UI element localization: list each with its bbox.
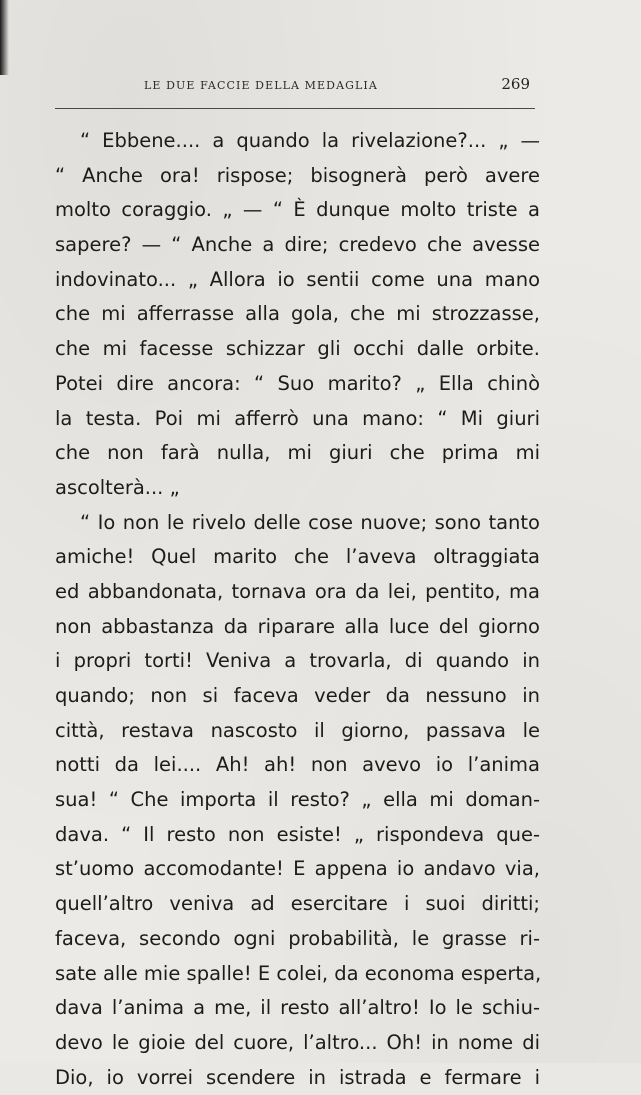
text-line: notti da lei.... Ah! ah! non avevo io l’anima [55, 753, 540, 777]
text-line: molto coraggio. „ — “ È dunque molto triste a [55, 198, 540, 222]
running-head [55, 72, 536, 96]
text-line: sua! “ Che importa il resto? „ ella mi doman- [55, 788, 540, 812]
text-line: sapere? — “ Anche a dire; credevo che avesse [55, 233, 540, 257]
text-line: faceva, secondo ogni probabilità, le grasse ri- [55, 926, 540, 950]
text-line: sate alle mie spalle! E colei, da economa esperta, [55, 961, 542, 985]
header-rule [55, 108, 535, 109]
running-title: LE DUE FACCIE DELLA MEDAGLIA [144, 79, 378, 92]
text-line: città, restava nascosto il giorno, passava le [55, 718, 540, 742]
text-line: che non farà nulla, mi giuri che prima mi [55, 441, 540, 465]
text-line: che mi afferrasse alla gola, che mi strozzasse, [55, 302, 540, 326]
text-line: ed abbandonata, tornava ora da lei, pentito, ma [55, 579, 540, 603]
text-line: Potei dire ancora: “ Suo marito? „ Ella chinò [55, 371, 540, 395]
text-line: “ Ebbene.... a quando la rivelazione?... „ — [80, 129, 540, 152]
text-line: dava. “ Il resto non esiste! „ rispondeva que- [55, 822, 540, 846]
text-line: st’uomo accomodante! E appena io andavo via, [55, 857, 540, 881]
text-line: ascolterà... „ [55, 475, 180, 499]
text-line: “ Io non le rivelo delle cose nuove; sono tanto [80, 510, 540, 534]
text-line: quell’altro veniva ad esercitare i suoi diritti; [55, 892, 540, 916]
text-line: i propri torti! Veniva a trovarla, di quando in [55, 649, 540, 673]
text-line: la testa. Poi mi afferrò una mano: “ Mi giuri [55, 406, 540, 430]
page-number: 269 [501, 75, 530, 93]
text-line: amiche! Quel marito che l’aveva oltraggiata [55, 545, 540, 569]
text-line: non abbastanza da riparare alla luce del giorno [55, 614, 540, 638]
body-text [55, 124, 540, 1095]
text-line: indovinato... „ Allora io sentii come una mano [55, 267, 540, 291]
text-line: devo le gioie del cuore, l’altro... Oh! in nome di [55, 1030, 540, 1054]
text-line: Dio, io vorrei scendere in istrada e fermare i [55, 1065, 540, 1089]
binding-shadow [0, 0, 9, 75]
text-line: che mi facesse schizzar gli occhi dalle orbite. [55, 337, 540, 361]
text-line: dava l’anima a me, il resto all’altro! Io le schiu- [55, 996, 540, 1020]
text-line: quando; non si faceva veder da nessuno in [55, 684, 540, 707]
text-line: “ Anche ora! rispose; bisognerà però avere [55, 163, 540, 187]
